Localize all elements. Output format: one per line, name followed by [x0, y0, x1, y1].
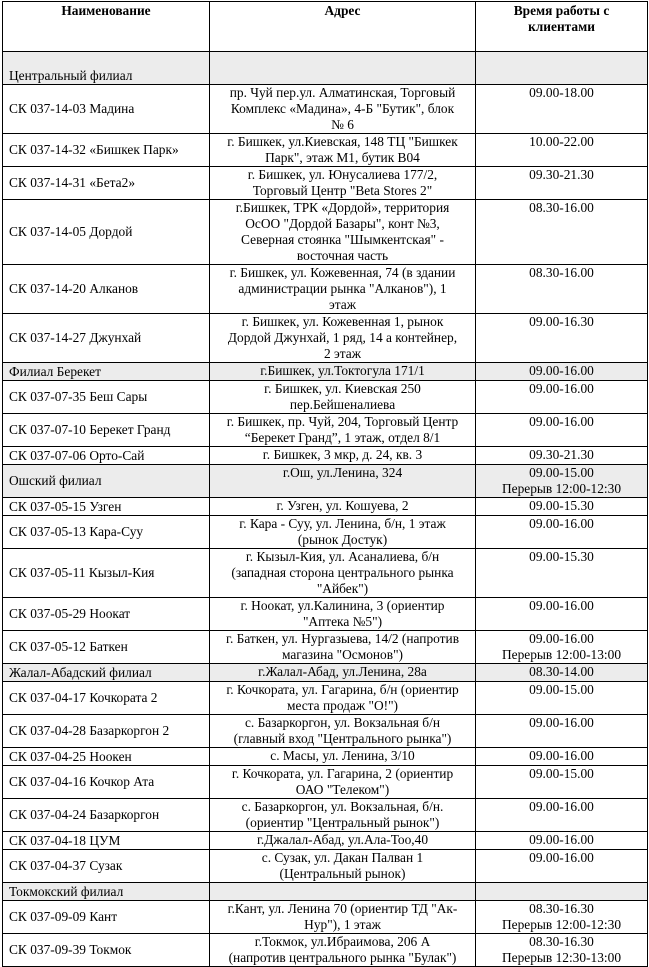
table-row	[3, 549, 648, 598]
address-line: г. Бишкек, ул. Кожевенная, 74 (в здании	[229, 265, 456, 280]
address-cell	[210, 498, 476, 516]
hours-line: 09.00-16.30	[529, 314, 594, 329]
address-line: "Айбек")	[316, 581, 369, 596]
office-name: СК 037-04-18 ЦУМ	[3, 832, 210, 850]
hours-line: 09.00-16.00	[529, 850, 594, 865]
office-name: СК 037-05-12 Баткен	[3, 631, 210, 664]
address-line: Северная стоянка "Шымкентская" -	[241, 232, 444, 247]
table-row	[3, 516, 648, 549]
hours-cell	[476, 631, 648, 664]
office-name: СК 037-14-27 Джунхай	[3, 314, 210, 363]
table-row	[3, 832, 648, 850]
address-line: г. Кара - Суу, ул. Ленина, б/н, 1 этаж	[239, 516, 446, 531]
hours-line: Перерыв 12:00-13:00	[501, 647, 622, 662]
address-cell	[210, 516, 476, 549]
hours-cell	[476, 549, 648, 598]
office-name: СК 037-04-16 Кочкор Ата	[3, 766, 210, 799]
office-name: СК 037-14-31 «Бета2»	[3, 167, 210, 200]
hours-line: 09.00-16.00	[529, 414, 594, 429]
table-row	[3, 134, 648, 167]
hours-cell	[476, 447, 648, 465]
hours-line: 08.30-16.00	[529, 200, 594, 215]
address-line: г. Бишкек, ул.Киевская, 148 ТЦ "Бишкек	[227, 134, 458, 149]
office-name: СК 037-04-28 Базаркоргон 2	[3, 715, 210, 748]
address-line: “Берекет Гранд”, 1 этаж, отдел 8/1	[244, 430, 441, 445]
office-name: СК 037-09-09 Кант	[3, 901, 210, 934]
address-line: 2 этаж	[323, 346, 361, 361]
table-row	[3, 381, 648, 414]
hours-line: 08.30-16.30	[529, 934, 594, 949]
branch-row	[3, 465, 648, 498]
table-row	[3, 414, 648, 447]
hours-cell	[476, 850, 648, 883]
address-line: г.Бишкек, ул.Токтогула 171/1	[260, 363, 425, 378]
address-cell	[210, 883, 476, 901]
address-cell	[210, 631, 476, 664]
office-name: СК 037-14-32 «Бишкек Парк»	[3, 134, 210, 167]
hours-line: 09.00-15.30	[529, 549, 594, 564]
address-line: с. Сузак, ул. Дакан Палван 1	[261, 850, 424, 865]
branch-row	[3, 883, 648, 901]
hours-cell	[476, 901, 648, 934]
address-line: восточная часть	[296, 248, 389, 263]
address-line: с. Базаркоргон, ул. Вокзальная б/н	[244, 715, 441, 730]
branch-name: Токмокский филиал	[3, 883, 210, 901]
address-cell	[210, 766, 476, 799]
table-row	[3, 850, 648, 883]
address-line: администрации рынка "Алканов"), 1	[238, 281, 447, 296]
address-cell	[210, 465, 476, 498]
table-row	[3, 265, 648, 314]
office-name: СК 037-07-10 Берекет Гранд	[3, 414, 210, 447]
address-line: г. Ноокат, ул.Калинина, 3 (ориентир	[240, 598, 445, 613]
hours-line: 09.00-16.00	[529, 363, 594, 378]
address-cell	[210, 447, 476, 465]
table-row	[3, 200, 648, 265]
header-hours	[476, 2, 648, 52]
hours-line: Перерыв 12:00-12:30	[501, 481, 622, 496]
table-row	[3, 766, 648, 799]
address-line: (ориентир "Центральный рынок")	[245, 815, 440, 830]
office-name: СК 037-04-25 Ноокен	[3, 748, 210, 766]
header-row	[3, 2, 648, 52]
hours-cell	[476, 363, 648, 381]
hours-cell	[476, 498, 648, 516]
header-hours-line1: Время работы с	[513, 3, 610, 18]
address-line: (Центральный рынок)	[279, 866, 406, 881]
address-cell	[210, 748, 476, 766]
address-line: Дордой Джунхай, 1 ряд, 14 а контейнер,	[227, 330, 458, 345]
branch-name: Жалал-Абадский филиал	[3, 664, 210, 682]
hours-cell	[476, 85, 648, 134]
address-line: г. Бишкек, 3 мкр, д. 24, кв. 3	[262, 447, 423, 462]
hours-cell	[476, 799, 648, 832]
hours-cell	[476, 134, 648, 167]
hours-cell	[476, 598, 648, 631]
address-cell	[210, 52, 476, 85]
header-name: Наименование	[3, 2, 210, 52]
address-line: этаж	[329, 297, 356, 312]
hours-line: Перерыв 12:30-13:00	[501, 950, 622, 965]
office-name: СК 037-07-06 Орто-Сай	[3, 447, 210, 465]
branch-name: Филиал Берекет	[3, 363, 210, 381]
branches-table	[2, 1, 648, 967]
office-name: СК 037-14-05 Дордой	[3, 200, 210, 265]
hours-line: 09.00-15.00	[529, 766, 594, 781]
address-cell	[210, 265, 476, 314]
branch-name: Центральный филиал	[3, 52, 210, 85]
hours-line: 09.00-15.00	[529, 682, 594, 697]
hours-cell	[476, 748, 648, 766]
address-line: ОАО "Телеком")	[295, 782, 390, 797]
hours-cell	[476, 465, 648, 498]
address-line: (западная сторона центрального рынка	[231, 565, 454, 580]
office-name: СК 037-07-35 Беш Сары	[3, 381, 210, 414]
address-line: "Аптека №5")	[302, 614, 383, 629]
address-line: Торговый Центр "Beta Stores 2"	[252, 183, 433, 198]
address-cell	[210, 850, 476, 883]
address-line: места продаж "О!")	[286, 698, 399, 713]
branch-row	[3, 664, 648, 682]
hours-cell	[476, 414, 648, 447]
address-line: г. Бишкек, пр. Чуй, 204, Торговый Центр	[226, 414, 459, 429]
table-row	[3, 748, 648, 766]
address-line: № 6	[331, 117, 354, 132]
hours-line: 09.00-16.00	[529, 799, 594, 814]
address-line: г.Ош, ул.Ленина, 324	[282, 465, 403, 480]
table-row	[3, 631, 648, 664]
hours-cell	[476, 516, 648, 549]
hours-line: 08.30-16.00	[529, 265, 594, 280]
address-line: г.Жалал-Абад, ул.Ленина, 28а	[258, 664, 427, 679]
table-row	[3, 85, 648, 134]
hours-line: 09.30-21.30	[529, 447, 594, 462]
address-line: с. Базаркоргон, ул. Вокзальная, б/н.	[241, 799, 444, 814]
hours-cell	[476, 314, 648, 363]
office-name: СК 037-05-13 Кара-Суу	[3, 516, 210, 549]
hours-cell	[476, 715, 648, 748]
address-line: г.Джалал-Абад, ул.Ала-Тоо,40	[256, 832, 429, 847]
hours-line: 08.30-14.00	[529, 664, 594, 679]
address-line: г.Кант, ул. Ленина 70 (ориентир ТД "Ак-	[227, 901, 458, 916]
address-line: г. Кочкората, ул. Гагарина, 2 (ориентир	[231, 766, 454, 781]
table-row	[3, 901, 648, 934]
hours-line: 08.30-16.30	[529, 901, 594, 916]
office-name: СК 037-14-03 Мадина	[3, 85, 210, 134]
table-row	[3, 598, 648, 631]
address-cell	[210, 934, 476, 967]
hours-line: 09.00-16.00	[529, 748, 594, 763]
address-line: г. Узген, ул. Кошуева, 2	[276, 498, 409, 513]
table-row	[3, 715, 648, 748]
address-cell	[210, 200, 476, 265]
address-line: пер.Бейшеналиева	[289, 397, 396, 412]
hours-line: 09.00-16.00	[529, 516, 594, 531]
address-cell	[210, 134, 476, 167]
office-name: СК 037-04-24 Базаркоргон	[3, 799, 210, 832]
address-line: г. Бишкек, ул. Юнусалиева 177/2,	[247, 167, 438, 182]
table-row	[3, 682, 648, 715]
hours-line: 09.00-16.00	[529, 598, 594, 613]
address-line: г. Кызыл-Кия, ул. Асаналиева, б/н	[245, 549, 440, 564]
office-name: СК 037-04-37 Сузак	[3, 850, 210, 883]
address-line: (рынок Достук)	[297, 532, 388, 547]
office-name: СК 037-04-17 Кочкората 2	[3, 682, 210, 715]
table-row	[3, 498, 648, 516]
address-cell	[210, 381, 476, 414]
hours-line: 09.00-16.00	[529, 381, 594, 396]
address-cell	[210, 85, 476, 134]
hours-cell	[476, 832, 648, 850]
address-line: с. Масы, ул. Ленина, 3/10	[270, 748, 415, 763]
address-line: (главный вход "Центрального рынка")	[233, 731, 452, 746]
address-cell	[210, 598, 476, 631]
address-line: (напротив центрального рынка "Булак")	[228, 950, 457, 965]
office-name: СК 037-05-11 Кызыл-Кия	[3, 549, 210, 598]
hours-line: 09.00-16.00	[529, 631, 594, 646]
hours-line: 09.00-18.00	[529, 85, 594, 100]
branch-row	[3, 52, 648, 85]
hours-cell	[476, 883, 648, 901]
hours-cell	[476, 766, 648, 799]
hours-cell	[476, 265, 648, 314]
hours-line: 09.00-15.30	[529, 498, 594, 513]
address-line: г. Баткен, ул. Нургазыева, 14/2 (напротив	[225, 631, 460, 646]
hours-cell	[476, 934, 648, 967]
branch-row	[3, 363, 648, 381]
table-row	[3, 314, 648, 363]
branch-name: Ошский филиал	[3, 465, 210, 498]
address-cell	[210, 715, 476, 748]
hours-line: 10.00-22.00	[529, 134, 594, 149]
address-line: магазина "Осмонов")	[281, 647, 404, 662]
table-row	[3, 447, 648, 465]
office-name: СК 037-05-15 Узген	[3, 498, 210, 516]
hours-cell	[476, 200, 648, 265]
address-cell	[210, 664, 476, 682]
address-line: ОсОО "Дордой Базары", конт №3,	[245, 216, 440, 231]
address-line: г. Бишкек, ул. Кожевенная 1, рынок	[241, 314, 444, 329]
table-row	[3, 799, 648, 832]
hours-line: 09.00-16.00	[529, 832, 594, 847]
office-name: СК 037-09-39 Токмок	[3, 934, 210, 967]
address-cell	[210, 832, 476, 850]
address-cell	[210, 682, 476, 715]
hours-cell	[476, 381, 648, 414]
hours-cell	[476, 167, 648, 200]
address-cell	[210, 799, 476, 832]
header-hours-line2: клиентами	[528, 19, 595, 34]
hours-cell	[476, 664, 648, 682]
address-line: г.Бишкек, ТРК «Дордой», территория	[235, 200, 450, 215]
address-line: г.Токмок, ул.Ибраимова, 206 А	[254, 934, 431, 949]
address-cell	[210, 363, 476, 381]
address-cell	[210, 901, 476, 934]
address-line: пр. Чуй пер.ул. Алматинская, Торговый	[229, 85, 456, 100]
hours-line: 09.00-16.00	[529, 715, 594, 730]
hours-cell	[476, 682, 648, 715]
address-line: г. Кочкората, ул. Гагарина, б/н (ориентир	[226, 682, 459, 697]
address-line: Нур"), 1 этаж	[304, 917, 381, 932]
hours-line: 09.00-15.00	[529, 465, 594, 480]
address-line: Парк", этаж М1, бутик В04	[265, 150, 420, 165]
hours-cell	[476, 52, 648, 85]
address-cell	[210, 414, 476, 447]
address-line: г. Бишкек, ул. Киевская 250	[264, 381, 421, 396]
address-cell	[210, 167, 476, 200]
hours-line: 09.30-21.30	[529, 167, 594, 182]
table-row	[3, 167, 648, 200]
address-cell	[210, 549, 476, 598]
address-cell	[210, 314, 476, 363]
address-line: Комплекс «Мадина», 4-Б "Бутик", блок	[230, 101, 455, 116]
header-address: Адрес	[210, 2, 476, 52]
office-name: СК 037-05-29 Ноокат	[3, 598, 210, 631]
hours-line: Перерыв 12:00-12:30	[501, 917, 622, 932]
office-name: СК 037-14-20 Алканов	[3, 265, 210, 314]
table-row	[3, 934, 648, 967]
